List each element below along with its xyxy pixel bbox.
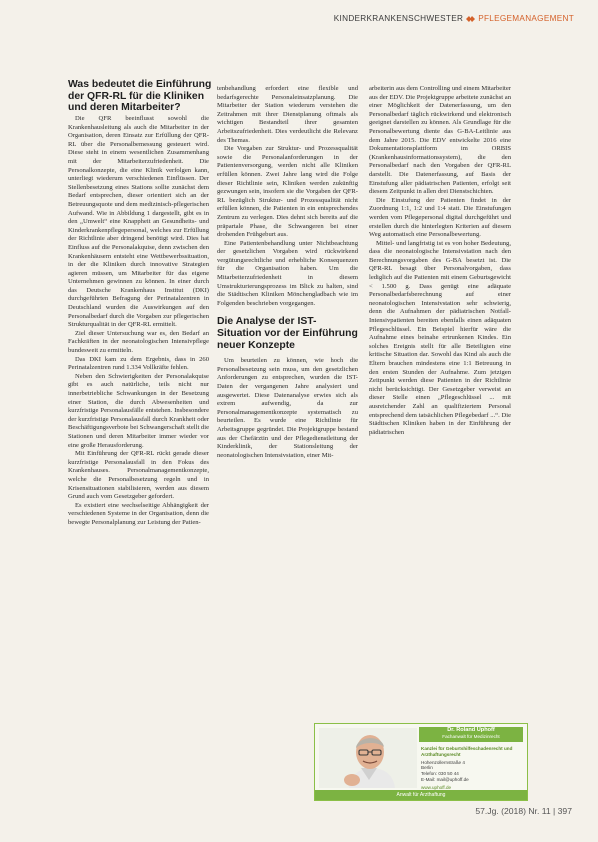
article-heading-2: Die Analyse der IST-Situation vor der Einführung neuer Konzepte (217, 316, 358, 351)
ad-address-line: Berlin (421, 765, 433, 771)
paragraph: Die QFR beeinflusst sowohl die Krankenhausleitung als auch die Mitarbeiter in der Organisation, deren Einsatz zur Erfüllung der QFR-RL über die Personalbemessung gesteuert wird. Diese steht in einem wesentlichen Zusammenhang mit der Mitarbeiterzufriedenheit. Die Personalkonzepte, die eine Klinik verfolgen kann, unterliegt wiederum verschiedenen Einflüssen. Der Stellenbesetzung eines Stations sollte zunächst dem Bedarf entsprechen, dieser orientiert sich an der Betreuungsquote und dem medizinisch-pflegerischen Aufwand. Wie in Abbildung 1 dargestellt, gibt es in den „Umwelt“ eine Knappheit an Gesundheits- und Kinderkrankenpflegepersonal, welches zur Erfüllung der Richtlinie aber dringend benötigt wird. Dies hat Einfluss auf die Personalakquise, denn zwischen den Krankenhäusern entsteht eine Wettbewerbssituation, in der die Kliniken durch innovative Strategien agieren müssen, um Mitarbeiter für das eigene Unternehmen gewinnen zu können. In einer durch das Deutsche Krankenhaus Institut (DKI) durchgeführten Befragung der Perinatalzentren in Deutschland wurden die Auswirkungen auf den Personalbedarf durch die Vorgaben zur pflegerischen Strukturqualität in der QFR-RL ermittelt. (68, 115, 209, 329)
ad-website-link[interactable]: www.uphoff.de (421, 784, 452, 790)
lawyer-portrait-image (319, 728, 417, 788)
paragraph: Die Einstufung der Patienten findet in der Zuordnung 1:1, 1:2 und 1:4 statt. Die Einstufungen werden vom Pflegepersonal digital durchgeführt und erstellen durch die hinterlegten Kriterien auf diesem Weg automatisch eine Personalbewertung. (369, 196, 511, 239)
header-section: KINDERKRANKENSCHWESTER (333, 14, 464, 23)
text-column-1 (68, 115, 209, 528)
text-column-2 (217, 85, 358, 460)
paragraph: Mit Einführung der QFR-RL rückt gerade dieser kurzfristige Personalausfall in den Fokus des Krankenhauses. Personalmanagementkonzepte, welche die Personalbesetzung regeln und in Krisensituationen stabilisieren, werden aus diesem Grund auch vom Gesetzgeber gefordert. (68, 450, 209, 501)
paragraph: Es existiert eine wechselseitige Abhängigkeit der verschiedenen Systeme in der Organisation, denn die bewegte Personalplanung zur Leistung der Patien- (68, 501, 209, 526)
paragraph: Die Vorgaben zur Struktur- und Prozessqualität sowie die Personalanforderungen in der Patientenversorgung, werden nicht alle Kliniken erfüllen können. Zwei Jahre lang wird die Folge dieser Richtlinie sein, Kliniken werden zukünftig gezwungen sein, insofern sie die Vorgaben der QFR-RL bezüglich Struktur- und Prozessqualität nicht erfüllen können, die Patienten in ein entsprechendes Zentrum zu verlegen. Dies dehnt sich bereits auf die präpartale Phase, die Schwangeren bei einer drohenden Frühgeburt aus. (217, 145, 358, 239)
paragraph: Mittel- und langfristig ist es von hoher Bedeutung, dass die neonatologische Intensivstation nach den Berechnungsvorgaben des G-BA besetzt ist. Die QFR-RL besagt über Personalvorgaben, dass lediglich auf die Patienten mit einem Geburtsgewicht < 1.500 g. Dass genügt eine adäquate Personalbedarfsberechnung auf einer neonatologischen Intensivstation sehr schwierig, denn die Aufnahmen der pädiatrischen Notfall-Intensivpatienten bereiten ebenfalls einen adäquaten Pflegeschlüssel. Ein Beispiel hierfür wäre die Aufnahme eines beinahe ertrunkenen Kindes. Ein solches Ereignis stellt für alle Beteiligten eine kritische Situation dar. Sowohl das Kind als auch die Eltern brauchen mindestens eine 1:1 Betreuung in den ersten Stunden der Aufnahme. Zum jetzigen Zeitpunkt werden diese Patienten in der Richtlinie nicht berücksichtigt. Der Gesetzgeber verweist an dieser Stelle einen „Pflegeschlüssel ... mit ausreichender Zahl an qualifiziertem Personal entsprechend dem tatsächlichen Pflegebedarf ...“. Die Städtischen Kliniken haben in der Einführung der pädiatrischen (369, 239, 511, 436)
paragraph: tenbehandlung erfordert eine flexible und bedarfsgerechte Personaleinsatzplanung. Die Mitarbeiter der Station wiederum verstehen die Zeitrahmen mit ihrer Dienstplanung oftmals als wichtigen Bestandteil ihrer gesamten Arbeitszufriedenheit. Dies verdeutlicht die Relevanz des Themas. (217, 85, 358, 144)
ad-phone: Telefon: 030 50 44 (421, 771, 459, 777)
article-heading-1: Was bedeutet die Einführung der QFR-RL für die Kliniken und deren Mitarbeiter? (68, 79, 212, 114)
advertisement[interactable] (314, 723, 528, 801)
ad-contact-block (421, 746, 523, 791)
ad-banner-strip: Anwalt für Arzthaftung (315, 790, 527, 800)
running-header (334, 14, 574, 23)
ad-lawyer-name: Dr. Roland Uphoff (447, 727, 495, 733)
ad-name-box (419, 727, 523, 742)
paragraph: Neben den Schwierigkeiten der Personalakquise gibt es auch natürliche, teils nicht nur innerbetriebliche Schwankungen in der Besetzung einer Station, die durch Abwesenheiten und kurzfristige Personalausfälle entstehen. Insbesondere der kurzfristige Personalausfall durch Krankheit oder Beschäftigungsverbote bei Schwangerschaft stellt die Stationen und deren Mitarbeiter immer wieder vor eine große Herausforderung. (68, 372, 209, 449)
ad-lawyer-role: Fachanwalt für Medizinrecht (442, 734, 500, 739)
header-subsection: PFLEGEMANAGEMENT (478, 14, 574, 23)
text-column-3 (369, 85, 511, 437)
paragraph: Um beurteilen zu können, wie hoch die Personalbesetzung sein muss, um den gesetzlichen Anforderungen zu entsprechen, wurden die IST-Daten der vergangenen Jahre analysiert und ausgewertet. Diese Datenanalyse erwies sich als extrem aufwendig, da zur Personalmanagementkonzepte systematisch zu beurteilen. Es wurde eine Richtlinie für Arbeitsgruppe gegründet. Die Projektgruppe bestand aus der Chefärztin und der Pflegedienstleitung der Kinderklinik, der Stationsleitung der neonatologischen Intensivstation, einer Mit- (217, 357, 358, 459)
magazine-logo-icon (466, 16, 475, 22)
paragraph: Das DKI kam zu dem Ergebnis, dass in 260 Perinatalzentren rund 1.334 Vollkräfte fehlen. (68, 355, 209, 372)
paragraph: Eine Patientenbehandlung unter Nichtbeachtung der gesetzlichen Vorgaben wird rückwirkend vergütungsrechtliche und erhebliche Konsequenzen für die Organisation haben. Um die Mitarbeiterzufriedenheit in diesem Umstrukturierungsprozess im Blick zu halten, sind die Städtischen Kliniken Mönchengladbach wie im Folgenden beschrieben vorgegangen. (217, 239, 358, 307)
page-footer: 57.Jg. (2018) Nr. 11 | 397 (475, 806, 572, 816)
ad-tagline: Kanzlei für Geburtshilfeschadenrecht und Arzthaftungsrecht (421, 746, 513, 757)
ad-address-line: Hohenzollernstraße 4 (421, 759, 465, 765)
paragraph: arbeiterin aus dem Controlling und einem Mitarbeiter aus der EDV. Die Projektgruppe arbeitete zunächst an einer Möglichkeit der Datenerfassung, um den Personalbedarf täglich rückwirkend und elektronisch geeignet darstellen zu können. Als Grundlage für die Personalbewertung diente das G-BA-Leitlinie aus dem Jahre 2015. Die EDV entwickelte 2016 eine Dokumentationsplattform im ORBIS (Krankenhausinformationssystem), die den Personalbedarf nach den Vorgaben der QFR-RL darstellt. Die Datenerfassung, auf Basis der Einstufung aller pädiatrischen Patienten, erfolgt seit diesem Zeitpunkt in allen drei Dienstschichten. (369, 85, 511, 196)
ad-email[interactable]: E-Mail: mail@uphoff.de (421, 776, 469, 782)
paragraph: Ziel dieser Untersuchung war es, den Bedarf an Fachkräften in der neonatologischen Intensivpflege bundesweit zu ermitteln. (68, 329, 209, 355)
